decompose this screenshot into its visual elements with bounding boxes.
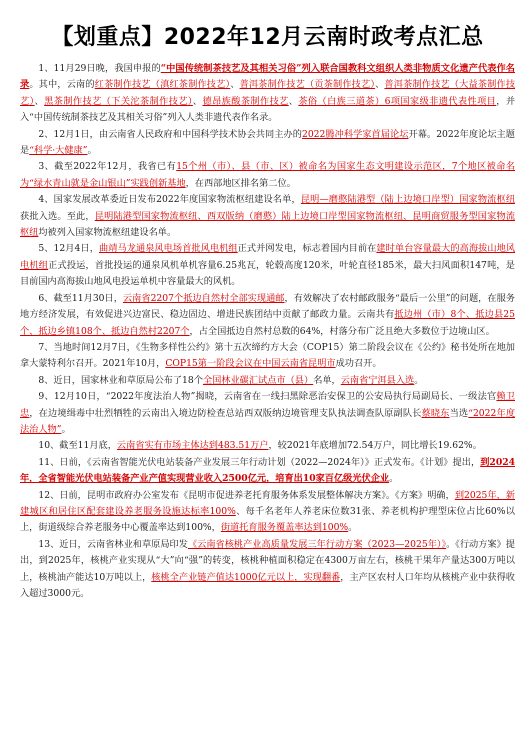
paragraph-11 — [20, 455, 515, 488]
highlight-text: 到2024年，全省智能光伏电站装备产业产值实现营业收入2500亿元，培育出10家百亿级光伏企业 — [20, 456, 515, 485]
highlight-text: 建时单台容量最大的高海拔山地风电机组 — [20, 243, 516, 271]
body-text: 、 — [192, 95, 203, 107]
body-text: 12、日前，昆明市政府办公室发布《昆明市促进养老托育服务体系发展整体解决方案》。《方案》明确， — [38, 489, 455, 501]
body-text: 9、12月10日，“2022年度法治人物”揭晓，云南省在一线扫黑除恶治安保卫的公安局执行局副局长、一级法官 — [38, 391, 497, 403]
body-text: 6、截至11月30日， — [38, 292, 123, 304]
body-text: 。 — [414, 374, 424, 386]
highlight-text: “中国传统制茶技艺及其相关习俗”列入联合国教科文组织人类非物质文化遗产代表作名录 — [20, 63, 515, 91]
body-text: 均被列入国家物流枢纽建设名单。 — [38, 227, 177, 239]
paragraph-5 — [20, 241, 515, 290]
highlight-text: 普洱茶制作技艺（贡茶制作技艺） — [239, 79, 376, 91]
body-text: 13、近日，云南省林业和草原局印发 — [38, 538, 188, 550]
highlight-text: 德昂族酸茶制作技艺 — [202, 95, 289, 107]
highlight-text: 蔡晓东 — [421, 407, 450, 419]
highlight-text: 红茶制作技艺（滇红茶制作技艺） — [94, 79, 231, 91]
paragraph-7 — [20, 340, 515, 373]
body-text: 获批入选。至此， — [20, 210, 95, 222]
highlight-text: 赖卫忠 — [20, 391, 515, 419]
body-text: 10、截至11月底， — [38, 440, 117, 452]
paragraph-3 — [20, 159, 515, 192]
body-text: 开幕。2022年度论坛主题是 — [20, 128, 515, 157]
paragraph-13 — [20, 537, 515, 603]
highlight-text: COP15第一阶段会议在中国云南省昆明市 — [165, 358, 336, 370]
body-text: ，占全国抵边自然村总数的64%，村落分布广泛且绝大多数位于边境山区。 — [189, 325, 495, 337]
paragraph-8 — [20, 373, 515, 389]
highlight-text: 昆明陆港型国家物流枢纽、西双版纳（磨憨）陆上边境口岸型国家物流枢纽、昆明商贸服务型国家物流枢纽 — [20, 210, 516, 239]
body-text: 4、国家发展改革委近日发布2022年度国家物流枢纽建设名单， — [38, 194, 301, 206]
body-text: 。 — [61, 423, 71, 435]
highlight-text: 云南省实有市场主体达到483.51万户 — [116, 440, 269, 452]
highlight-text: 云南省2207个抵边自然村全部实现通邮 — [122, 292, 285, 304]
paragraph-10 — [20, 438, 515, 454]
highlight-text: 核桃全产业链产值达1000亿元以上，实现翻番 — [151, 571, 341, 583]
article-body — [20, 61, 515, 602]
paragraph-1 — [20, 61, 515, 127]
paragraph-12 — [20, 488, 515, 537]
paragraph-9 — [20, 389, 515, 438]
body-text: 7、当地时间12月7日，《生物多样性公约》第十五次缔约方大会（COP15）第二阶段会议在《公约》秘书处所在地加拿大蒙特利尔召开。2021年10月， — [20, 341, 515, 370]
highlight-text: 到2025年，新建城区和居住区配套建设养老服务设施达标率100% — [20, 489, 515, 517]
body-text: 、每千名老年人养老床位数31张、养老机构护理型床位占比60%以上，街道级综合养老服务中心覆盖率达到100%， — [20, 505, 515, 534]
highlight-text: 全国林业碳汇试点市（县） — [202, 374, 314, 386]
body-text: 正式并网发电，标志着国内目前在 — [237, 243, 377, 255]
body-text: ，并入“中国传统制茶技艺及其相关习俗”列入人类非遗代表作名录。 — [20, 95, 516, 124]
body-text: 11、日前，《云南省智能光伏电站装备产业发展三年行动计划（2022—2024年）》正式发布。《计划》提出， — [38, 456, 481, 468]
body-text: 、 — [375, 79, 385, 91]
highlight-text: 街道托育服务覆盖率达到100% — [220, 522, 349, 534]
body-text: 正式投运，首批投运的通泉风机单机容量6.25兆瓦，轮毂高度120米，叶轮直径185米，最大扫风面积147吨，是目前国内高海拔山地风电投运单机中容量最大的风机。 — [20, 259, 515, 288]
body-text: ，在边境缉毒中壮烈牺牲的云南出入境边防检查总站西双版纳边境管理支队执法调查队原副队长 — [29, 407, 422, 419]
body-text: ，在西部地区排名第二位。 — [185, 177, 296, 189]
body-text: 、 — [288, 95, 299, 107]
body-text: 2、12月1日，由云南省人民政府和中国科学技术协会共同主办的 — [38, 128, 302, 140]
paragraph-6 — [20, 291, 515, 340]
body-text: 3、截至2022年12月，我省已有 — [38, 161, 177, 173]
highlight-text: 《云南省核桃产业高质量发展三年行动方案（2023—2025年）》 — [187, 538, 447, 550]
body-text: 。《行动方案》提出，到2025年，核桃产业实现从“大”向“强”的转变，核桃种植面积稳定在4300万亩左右，核桃干果年产量达300万吨以上，核桃油产能达10万吨以上， — [20, 538, 515, 583]
body-text: 。 — [348, 522, 358, 534]
body-text: 名单， — [313, 374, 341, 386]
body-text: 1、11月29日晚，我国申报的 — [38, 63, 161, 74]
highlight-text: 2022腾冲科学家首届论坛 — [301, 128, 409, 140]
page-title: 【划重点】2022年12月云南时政考点汇总 — [51, 25, 484, 50]
body-text: 当选 — [449, 407, 469, 419]
paragraph-2 — [20, 127, 515, 160]
body-text: 8、近日，国家林业和草原局公布了18个 — [38, 374, 203, 386]
body-text: 。 — [87, 145, 97, 157]
body-text: 成功召开。 — [335, 358, 382, 370]
body-text: ，较2021年底增加72.54万户，同比增长19.62%。 — [268, 440, 482, 452]
body-text: 、 — [34, 95, 45, 107]
body-text: 5、12月4日， — [38, 243, 99, 255]
body-text: ，有效解决了农村邮政服务“最后一公里”的问题，在服务地方经济发展，有效促进兴边富民、稳边固边、增进民族团结中贡献了邮政力量。云南共有 — [20, 292, 515, 321]
highlight-text: 云南省宁洱县入选 — [340, 374, 415, 386]
body-text: ，主产区农村人口年均从核桃产业中获得收入超过3000元。 — [20, 571, 515, 599]
highlight-text: 15个州（市）、县（市、区）被命名为国家生态文明建设示范区，7个地区被命名为“绿水青山就是金山银山”实践创新基地 — [20, 161, 516, 189]
highlight-text: 黑茶制作技艺（下关沱茶制作技艺） — [44, 95, 193, 107]
body-text: 。 — [389, 473, 399, 485]
body-text: 。其中，云南的 — [29, 79, 95, 91]
highlight-text: “科学·大健康” — [29, 145, 88, 157]
body-text: 、 — [230, 79, 240, 91]
highlight-text: 茶俗（白族三道茶）6项国家级非遗代表性项目 — [298, 95, 497, 107]
highlight-text: 普洱茶制作技艺（大益茶制作技艺） — [20, 79, 516, 107]
highlight-text: 曲靖马龙通泉风电场首批风电机组 — [98, 243, 238, 255]
highlight-text: “2022年度法治人物” — [20, 407, 516, 435]
highlight-text: 昆明—磨憨陆港型（陆上边境口岸型）国家物流枢纽 — [300, 194, 516, 206]
highlight-text: 抵边州（市）8个、抵边县25个、抵边乡镇108个、抵边自然村2207个 — [20, 309, 515, 337]
paragraph-4 — [20, 192, 515, 241]
